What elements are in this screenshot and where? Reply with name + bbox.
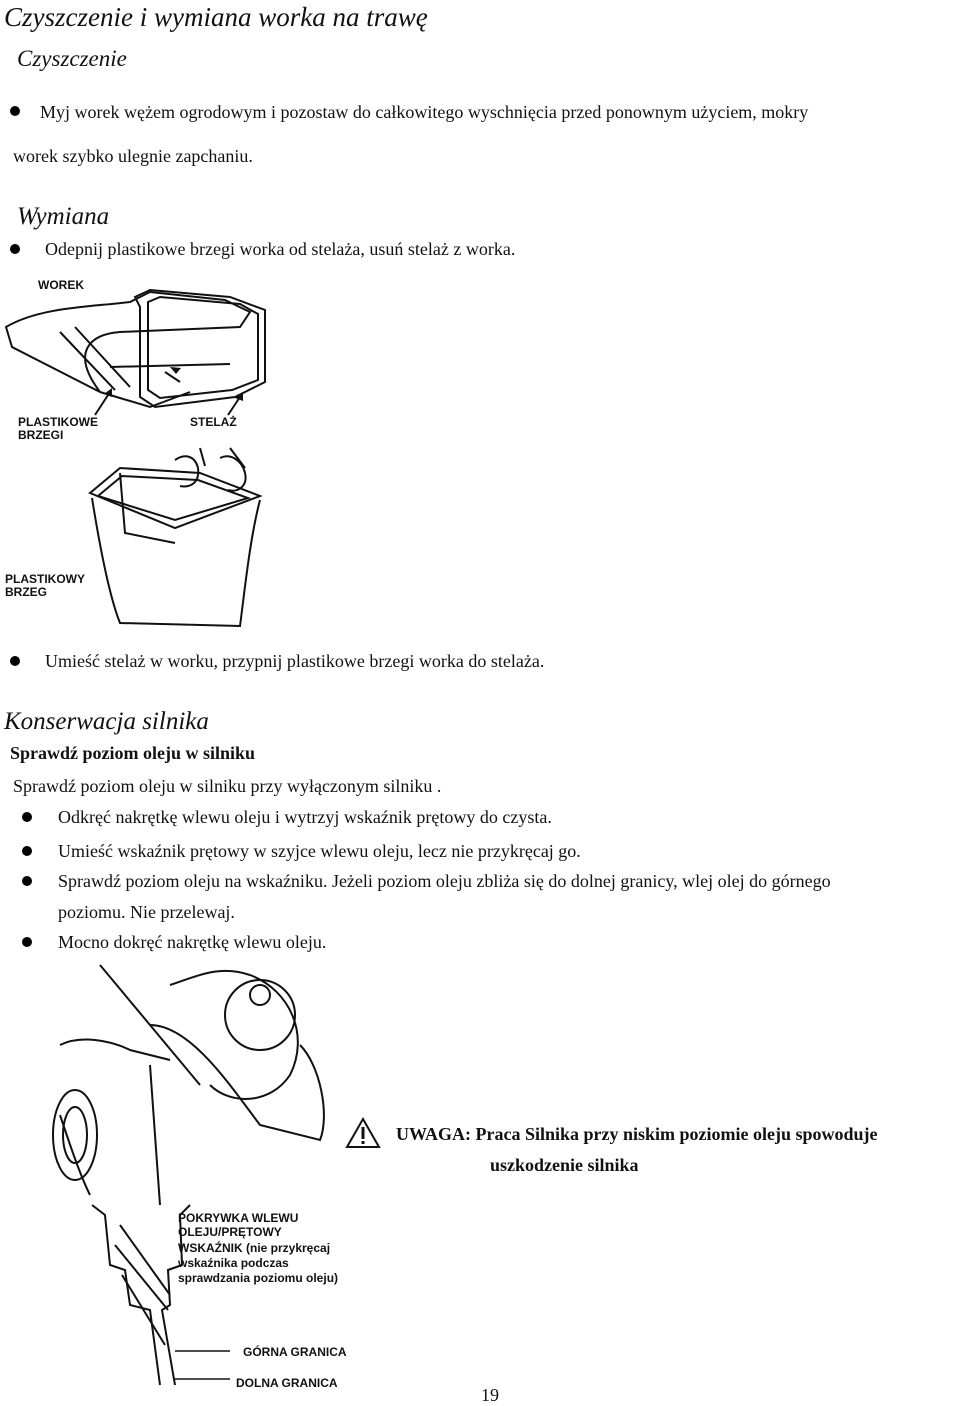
bullet-icon xyxy=(22,812,32,822)
warning-line-1: UWAGA: Praca Silnika przy niskim poziomie oleju spowoduje xyxy=(396,1124,878,1144)
engine-step-2: Umieść wskaźnik prętowy w szyjce wlewu oleju, lecz nie przykręcaj go. xyxy=(58,841,581,861)
lower-limit-label: DOLNA GRANICA xyxy=(236,1376,338,1390)
bullet-icon xyxy=(22,937,32,947)
engine-step-4: Mocno dokręć nakrętkę wlewu oleju. xyxy=(58,932,327,952)
replacement-step-1: Odepnij plastikowe brzegi worka od stelaża, usuń stelaż z worka. xyxy=(45,239,516,259)
plastic-edge-label-1: PLASTIKOWY xyxy=(5,572,85,586)
engine-heading: Konserwacja silnika xyxy=(4,708,209,735)
dipstick-label-2: wskaźnika podczas xyxy=(178,1256,289,1270)
engine-intro: Sprawdź poziom oleju w silniku przy wyłączonym silniku . xyxy=(13,776,442,796)
cleaning-text-line2: worek szybko ulegnie zapchaniu. xyxy=(13,146,253,166)
plastic-edge-label-2: BRZEG xyxy=(5,585,47,599)
dipstick-illustration xyxy=(50,965,370,1395)
engine-step-1: Odkręć nakrętkę wlewu oleju i wytrzyj wskaźnik prętowy do czysta. xyxy=(58,807,552,827)
warning-triangle-icon xyxy=(346,1118,380,1148)
warning-line-2: uszkodzenie silnika xyxy=(490,1155,639,1175)
plastic-edges-label-2: BRZEGI xyxy=(18,428,64,442)
engine-step-3-cont: poziomu. Nie przelewaj. xyxy=(58,902,235,922)
frame-label: STELAŻ xyxy=(190,415,237,429)
page-number: 19 xyxy=(481,1385,499,1405)
warning-triangle-shape xyxy=(346,1118,380,1148)
bullet-icon xyxy=(10,656,20,666)
dipstick-label-1: WSKAŹNIK (nie przykręcaj xyxy=(178,1241,331,1255)
bullet-icon xyxy=(10,106,20,116)
cap-label-2: OLEJU/PRĘTOWY xyxy=(178,1225,282,1239)
cap-label-1: POKRYWKA WLEWU xyxy=(178,1211,299,1225)
upper-limit-label: GÓRNA GRANICA xyxy=(243,1345,347,1359)
cleaning-text-line1: Myj worek wężem ogrodowym i pozostaw do całkowitego wyschnięcia przed ponownym użyciem, mokry xyxy=(40,102,809,122)
bullet-icon xyxy=(22,876,32,886)
replacement-heading: Wymiana xyxy=(17,203,110,230)
engine-step-3: Sprawdź poziom oleju na wskaźniku. Jeżeli poziom oleju zbliża się do dolnej granicy, wlej olej do górnego xyxy=(58,871,831,891)
worek-label: WOREK xyxy=(38,278,84,292)
bullet-icon xyxy=(22,846,32,856)
bullet-icon xyxy=(10,244,20,254)
engine-subheading: Sprawdź poziom oleju w silniku xyxy=(10,743,256,763)
plastic-edges-label-1: PLASTIKOWE xyxy=(18,415,98,429)
frame-insert-illustration xyxy=(80,448,280,628)
cleaning-heading: Czyszczenie xyxy=(17,46,127,71)
dipstick-label-3: sprawdzania poziomu oleju) xyxy=(178,1271,339,1285)
frame-insert-drawing xyxy=(80,448,280,628)
replacement-step-2: Umieść stelaż w worku, przypnij plastikowe brzegi worka do stelaża. xyxy=(45,651,545,671)
dipstick-drawing xyxy=(50,965,370,1395)
page-title: Czyszczenie i wymiana worka na trawę xyxy=(4,2,428,32)
